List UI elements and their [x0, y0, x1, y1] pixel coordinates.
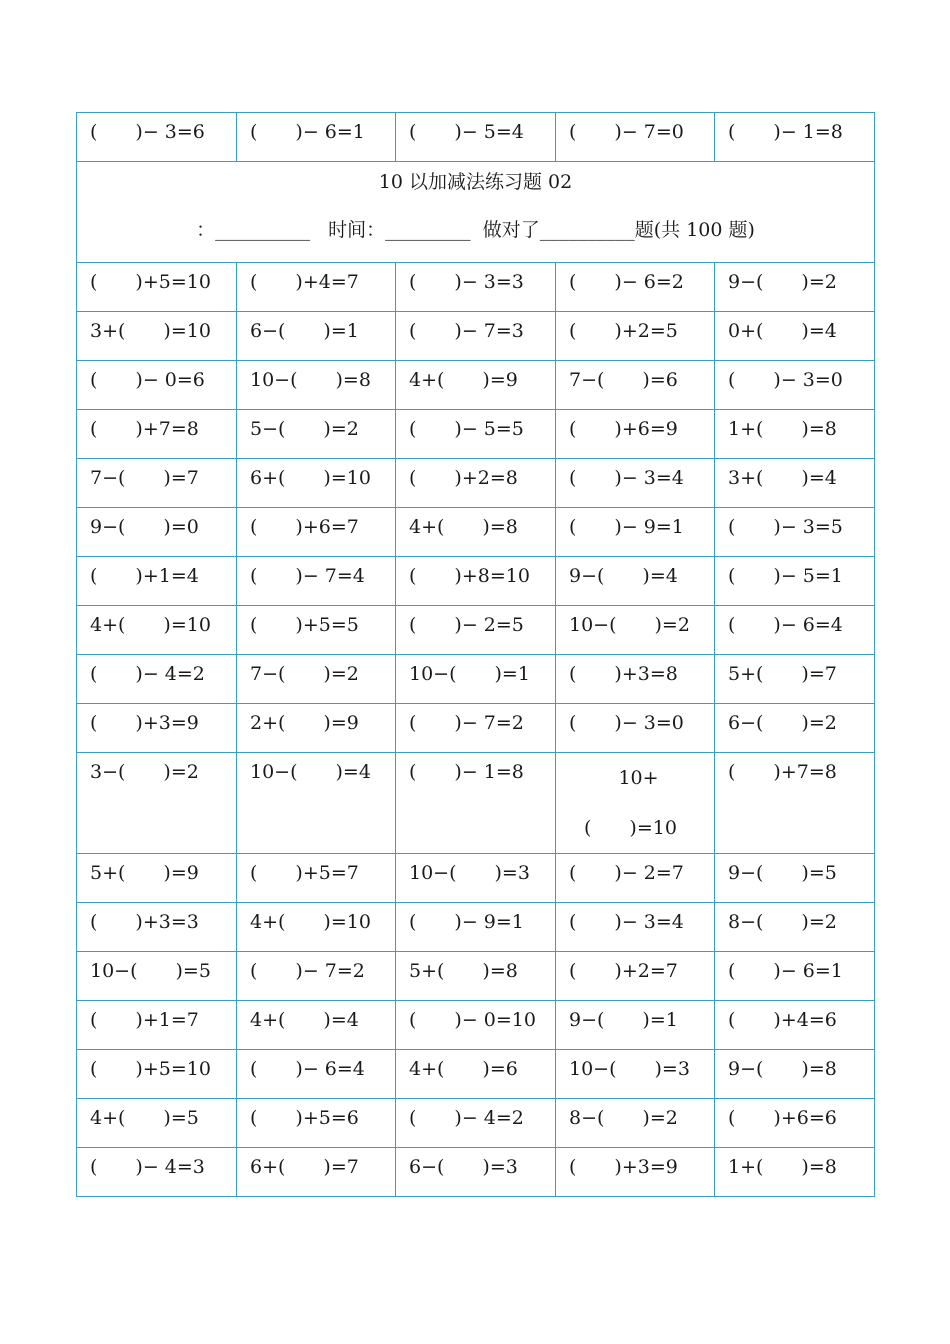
problem-text: ( )+7=8: [728, 761, 837, 783]
problem-cell: [237, 1050, 396, 1099]
problem-text: 10−( )=3: [409, 862, 530, 884]
problem-cell: [396, 903, 556, 952]
problem-cell: [237, 459, 396, 508]
table-row: [77, 1050, 875, 1099]
problem-cell: [396, 361, 556, 410]
problem-text: ( )+3=8: [569, 663, 678, 685]
problem-cell: [77, 655, 237, 704]
problem-cell: [715, 263, 875, 312]
problem-cell: [77, 854, 237, 903]
problem-cell: [556, 655, 715, 704]
problem-cell: [396, 410, 556, 459]
problem-text: ( )+4=7: [250, 271, 359, 293]
problem-cell: [715, 113, 875, 162]
problem-cell: [715, 1001, 875, 1050]
problem-cell: [237, 312, 396, 361]
problem-cell: [77, 312, 237, 361]
problem-cell: [556, 952, 715, 1001]
problem-text: 5+( )=7: [728, 663, 837, 685]
problem-cell: [715, 1148, 875, 1197]
problem-text: ( )− 3=3: [409, 271, 524, 293]
problem-text: 7−( )=7: [90, 467, 199, 489]
problem-cell: [715, 753, 875, 854]
problem-cell: [77, 1148, 237, 1197]
problem-cell: [556, 263, 715, 312]
table-row: [77, 1148, 875, 1197]
problem-cell: [77, 952, 237, 1001]
problem-text: 4+( )=5: [90, 1107, 199, 1129]
problem-text: ( )+3=9: [569, 1156, 678, 1178]
table-row: [77, 952, 875, 1001]
problem-cell: [237, 263, 396, 312]
problem-cell: [396, 1050, 556, 1099]
problem-cell: [77, 1001, 237, 1050]
problem-cell: [715, 655, 875, 704]
problem-text: ( )− 3=4: [569, 911, 684, 933]
problem-text: 10−( )=8: [250, 369, 371, 391]
problem-cell: [237, 1148, 396, 1197]
problem-text: ( )+1=4: [90, 565, 199, 587]
problem-text: 6+( )=7: [250, 1156, 359, 1178]
problem-cell: [237, 508, 396, 557]
problem-text: ( )− 5=4: [409, 121, 524, 143]
problem-text: ( )+5=10: [90, 271, 211, 293]
problem-cell: [556, 606, 715, 655]
problem-text: ( )− 0=6: [90, 369, 205, 391]
problem-cell: [237, 854, 396, 903]
problem-cell: [715, 903, 875, 952]
problem-cell: [77, 1050, 237, 1099]
problem-cell: [396, 1148, 556, 1197]
problem-cell: [396, 655, 556, 704]
problem-text: ( )− 9=1: [569, 516, 684, 538]
problem-text: 4+( )=10: [90, 614, 211, 636]
problem-cell: [556, 903, 715, 952]
problem-cell: [237, 655, 396, 704]
problem-text: 0+( )=4: [728, 320, 837, 342]
problem-text: 9−( )=8: [728, 1058, 837, 1080]
problem-text: 9−( )=4: [569, 565, 678, 587]
problem-cell: [556, 753, 715, 854]
problem-cell: [237, 410, 396, 459]
problem-text: ( )− 5=1: [728, 565, 843, 587]
problem-cell: [556, 1050, 715, 1099]
problem-cell: [396, 459, 556, 508]
table-row: [77, 113, 875, 162]
problem-cell: [237, 1001, 396, 1050]
problem-cell: [77, 410, 237, 459]
problem-text: ( )− 7=4: [250, 565, 365, 587]
problem-cell: [237, 1099, 396, 1148]
problem-cell: [396, 263, 556, 312]
problem-cell: [237, 952, 396, 1001]
problem-cell: [237, 113, 396, 162]
problem-text: ( )− 3=0: [728, 369, 843, 391]
problem-text: ( )− 3=0: [569, 712, 684, 734]
problem-text: ( )− 9=1: [409, 911, 524, 933]
table-row: [77, 263, 875, 312]
problem-text: ( )+6=6: [728, 1107, 837, 1129]
problem-cell: [77, 704, 237, 753]
table-row: [77, 704, 875, 753]
table-row: [77, 459, 875, 508]
problem-text: ( )− 4=2: [409, 1107, 524, 1129]
problem-text: ( )− 1=8: [409, 761, 524, 783]
problem-text: ( )− 7=3: [409, 320, 524, 342]
problem-cell: [715, 1099, 875, 1148]
table-row: [77, 1099, 875, 1148]
problem-cell: [556, 1099, 715, 1148]
problem-text: ( )− 2=5: [409, 614, 524, 636]
problem-text: 10−( )=5: [90, 960, 211, 982]
problem-text: 8−( )=2: [569, 1107, 678, 1129]
problem-text: ( )+5=10: [90, 1058, 211, 1080]
problem-text: ( )− 7=0: [569, 121, 684, 143]
problem-text: 9−( )=5: [728, 862, 837, 884]
problem-text: ( )+3=3: [90, 911, 199, 933]
problem-text: 4+( )=4: [250, 1009, 359, 1031]
problem-cell: [396, 508, 556, 557]
problem-text: 4+( )=9: [409, 369, 518, 391]
problem-cell: [396, 312, 556, 361]
problem-cell: [556, 854, 715, 903]
problem-cell: [715, 410, 875, 459]
problem-cell: [556, 312, 715, 361]
problem-cell: [237, 606, 396, 655]
problem-text: 7−( )=6: [569, 369, 678, 391]
problem-text: 4+( )=6: [409, 1058, 518, 1080]
problem-text: ( )+5=5: [250, 614, 359, 636]
problem-text: ( )− 5=5: [409, 418, 524, 440]
problem-text: 10−( )=1: [409, 663, 530, 685]
problem-text: 8−( )=2: [728, 911, 837, 933]
problem-text: ( )− 3=4: [569, 467, 684, 489]
problem-cell: [77, 1099, 237, 1148]
problem-text: 9−( )=0: [90, 516, 199, 538]
problem-cell: [715, 704, 875, 753]
problem-text: 5+( )=8: [409, 960, 518, 982]
problem-text: 9−( )=1: [569, 1009, 678, 1031]
problem-text: 6−( )=2: [728, 712, 837, 734]
problem-text: ( )+5=7: [250, 862, 359, 884]
problem-text-line2: ( )=10: [584, 817, 677, 839]
problem-cell: [396, 854, 556, 903]
worksheet-table: [76, 112, 875, 1197]
problem-text: ( )− 6=4: [728, 614, 843, 636]
problem-cell: [556, 704, 715, 753]
table-row: [77, 854, 875, 903]
problem-text: ( )− 2=7: [569, 862, 684, 884]
problem-cell: [77, 903, 237, 952]
problem-cell: [556, 361, 715, 410]
problem-text: 6−( )=3: [409, 1156, 518, 1178]
problem-cell: [715, 312, 875, 361]
table-row: [77, 508, 875, 557]
problem-text: ( )+2=8: [409, 467, 518, 489]
problem-text: ( )− 0=10: [409, 1009, 536, 1031]
problem-text: 3+( )=10: [90, 320, 211, 342]
problem-cell: [715, 361, 875, 410]
problem-cell: [556, 459, 715, 508]
problem-text: ( )− 1=8: [728, 121, 843, 143]
problem-cell: [77, 113, 237, 162]
table-row: [77, 655, 875, 704]
problem-text: ( )+5=6: [250, 1107, 359, 1129]
problem-text: ( )− 7=2: [409, 712, 524, 734]
problem-text: ( )+7=8: [90, 418, 199, 440]
problem-text: 1+( )=8: [728, 418, 837, 440]
table-row: [77, 903, 875, 952]
problem-text: 6+( )=10: [250, 467, 371, 489]
worksheet-header: [77, 162, 875, 263]
problem-text: 7−( )=2: [250, 663, 359, 685]
problem-cell: [556, 410, 715, 459]
problem-text: ( )− 6=1: [250, 121, 365, 143]
problem-text: ( )+2=5: [569, 320, 678, 342]
problem-text: ( )+8=10: [409, 565, 530, 587]
problem-cell: [396, 606, 556, 655]
problem-text: 1+( )=8: [728, 1156, 837, 1178]
problem-cell: [237, 361, 396, 410]
problem-cell: [556, 1001, 715, 1050]
problem-cell: [77, 606, 237, 655]
problem-text: 10−( )=4: [250, 761, 371, 783]
problem-text: ( )+3=9: [90, 712, 199, 734]
problem-text: ( )+1=7: [90, 1009, 199, 1031]
problem-cell: [237, 903, 396, 952]
table-row: [77, 1001, 875, 1050]
problem-cell: [396, 704, 556, 753]
problem-cell: [237, 753, 396, 854]
problem-cell: [715, 1050, 875, 1099]
problem-text: ( )− 6=1: [728, 960, 843, 982]
table-row: [77, 557, 875, 606]
problem-cell: [77, 557, 237, 606]
problem-cell: [556, 113, 715, 162]
problem-text: 10−( )=3: [569, 1058, 690, 1080]
problem-cell: [396, 952, 556, 1001]
problem-cell: [715, 952, 875, 1001]
problem-cell: [77, 753, 237, 854]
problem-cell: [396, 1099, 556, 1148]
table-row: [77, 606, 875, 655]
problem-text: ( )+6=7: [250, 516, 359, 538]
problem-cell: [77, 459, 237, 508]
problem-cell: [715, 459, 875, 508]
worksheet-title: 10 以加减法练习题 02: [378, 171, 573, 193]
problem-text: 4+( )=8: [409, 516, 518, 538]
problem-cell: [556, 557, 715, 606]
problem-cell: [77, 508, 237, 557]
problem-cell: [715, 508, 875, 557]
problem-text: ( )+2=7: [569, 960, 678, 982]
problem-cell: [396, 113, 556, 162]
problem-cell: [715, 557, 875, 606]
problem-cell: [237, 557, 396, 606]
problem-text: ( )− 4=2: [90, 663, 205, 685]
problem-text: 9−( )=2: [728, 271, 837, 293]
problem-text: 3−( )=2: [90, 761, 199, 783]
worksheet-header-row: [77, 162, 875, 263]
problem-text: 10−( )=2: [569, 614, 690, 636]
problem-text: ( )+6=9: [569, 418, 678, 440]
problem-text: 6−( )=1: [250, 320, 359, 342]
problem-text: ( )− 3=5: [728, 516, 843, 538]
problem-text: ( )− 7=2: [250, 960, 365, 982]
problem-cell: [77, 361, 237, 410]
problem-text: ( )− 6=2: [569, 271, 684, 293]
problem-text: 10+: [618, 767, 659, 789]
problem-cell: [396, 753, 556, 854]
worksheet-info-line: ：__________ 时间：_________ 做对了__________题(共 100 题): [196, 219, 755, 241]
problem-text: 4+( )=10: [250, 911, 371, 933]
problem-cell: [77, 263, 237, 312]
table-row: [77, 753, 875, 854]
table-row: [77, 410, 875, 459]
problem-cell: [556, 1148, 715, 1197]
worksheet-body: [77, 113, 875, 1197]
problem-cell: [556, 508, 715, 557]
table-row: [77, 312, 875, 361]
problem-cell: [396, 557, 556, 606]
problem-text: ( )− 6=4: [250, 1058, 365, 1080]
problem-cell: [237, 704, 396, 753]
problem-text: 5−( )=2: [250, 418, 359, 440]
problem-text: 3+( )=4: [728, 467, 837, 489]
problem-text: ( )− 4=3: [90, 1156, 205, 1178]
table-row: [77, 361, 875, 410]
problem-text: ( )− 3=6: [90, 121, 205, 143]
problem-text: 5+( )=9: [90, 862, 199, 884]
problem-text: 2+( )=9: [250, 712, 359, 734]
problem-cell: [715, 606, 875, 655]
problem-cell: [715, 854, 875, 903]
problem-text: ( )+4=6: [728, 1009, 837, 1031]
problem-cell: [396, 1001, 556, 1050]
